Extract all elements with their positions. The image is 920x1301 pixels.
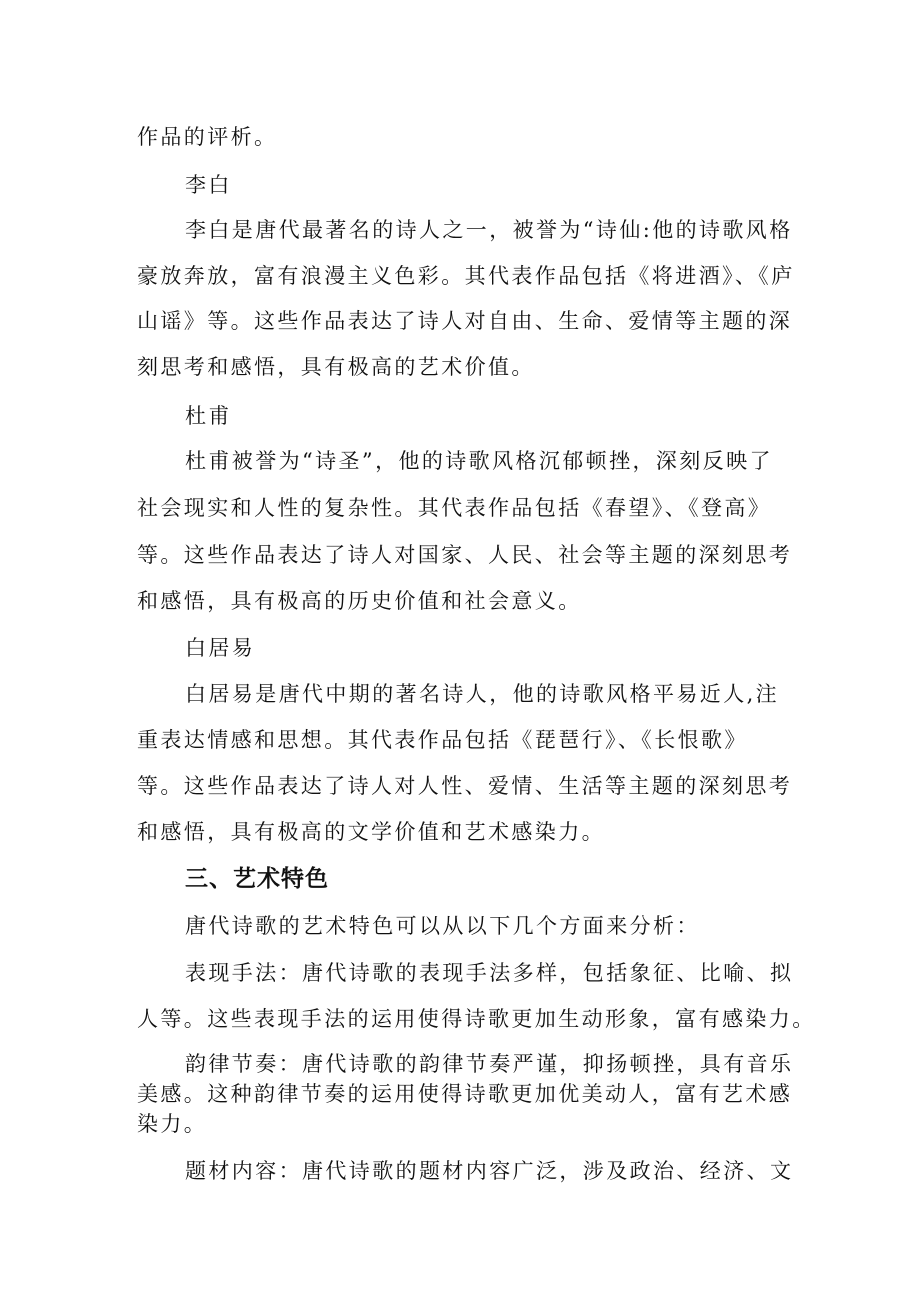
section-heading: 三、艺术特色 [185, 866, 329, 892]
paragraph-line: 等。这些作品表达了诗人对国家、人民、社会等主题的深刻思考 [137, 543, 793, 567]
section-name-du-fu: 杜甫 [185, 404, 232, 428]
paragraph-line: 美感。这种韵律节奏的运用使得诗歌更加优美动人，富有艺术感 [137, 1082, 793, 1106]
paragraph-line: 白居易是唐代中期的著名诗人，他的诗歌风格平易近人,注 [185, 682, 780, 706]
paragraph-line: 豪放奔放，富有浪漫主义色彩。其代表作品包括《将进酒》、《庐 [137, 264, 795, 288]
paragraph-line: 和感悟，具有极高的历史价值和社会意义。 [137, 589, 582, 613]
paragraph-line: 韵律节奏：唐代诗歌的韵律节奏严谨，抑扬顿挫，具有音乐 [185, 1052, 794, 1076]
paragraph-line: 和感悟，具有极高的文学价值和艺术感染力。 [137, 820, 605, 844]
paragraph-line: 表现手法：唐代诗歌的表现手法多样，包括象征、比喻、拟 [185, 961, 794, 985]
paragraph-line: 题材内容：唐代诗歌的题材内容广泛，涉及政治、经济、文 [185, 1159, 794, 1183]
section-name-li-bai: 李白 [185, 173, 232, 197]
paragraph-line: 李白是唐代最著名的诗人之一，被誉为“诗仙:他的诗歌风格 [185, 218, 793, 242]
paragraph-line: 社会现实和人性的复杂性。其代表作品包括《春望》、《登高》 [137, 496, 772, 520]
paragraph-line: 等。这些作品表达了诗人对人性、爱情、生活等主题的深刻思考 [137, 774, 793, 798]
paragraph-line: 唐代诗歌的艺术特色可以从以下几个方面来分析： [185, 914, 700, 938]
paragraph-line: 重表达情感和思想。其代表作品包括《琵琶行》、《长恨歌》 [137, 728, 748, 752]
paragraph-line: 山谣》等。这些作品表达了诗人对自由、生命、爱情等主题的深 [137, 309, 793, 333]
paragraph-line: 作品的评析。 [137, 125, 278, 149]
section-name-bai-juyi: 白居易 [185, 636, 256, 660]
paragraph-line: 刻思考和感悟，具有极高的艺术价值。 [137, 355, 535, 379]
paragraph-line: 人等。这些表现手法的运用使得诗歌更加生动形象，富有感染力。 [137, 1007, 816, 1031]
paragraph-line: 染力。 [137, 1112, 208, 1136]
paragraph-line: 杜甫被誉为“诗圣”，他的诗歌风格沉郁顿挫，深刻反映了 [185, 449, 773, 473]
